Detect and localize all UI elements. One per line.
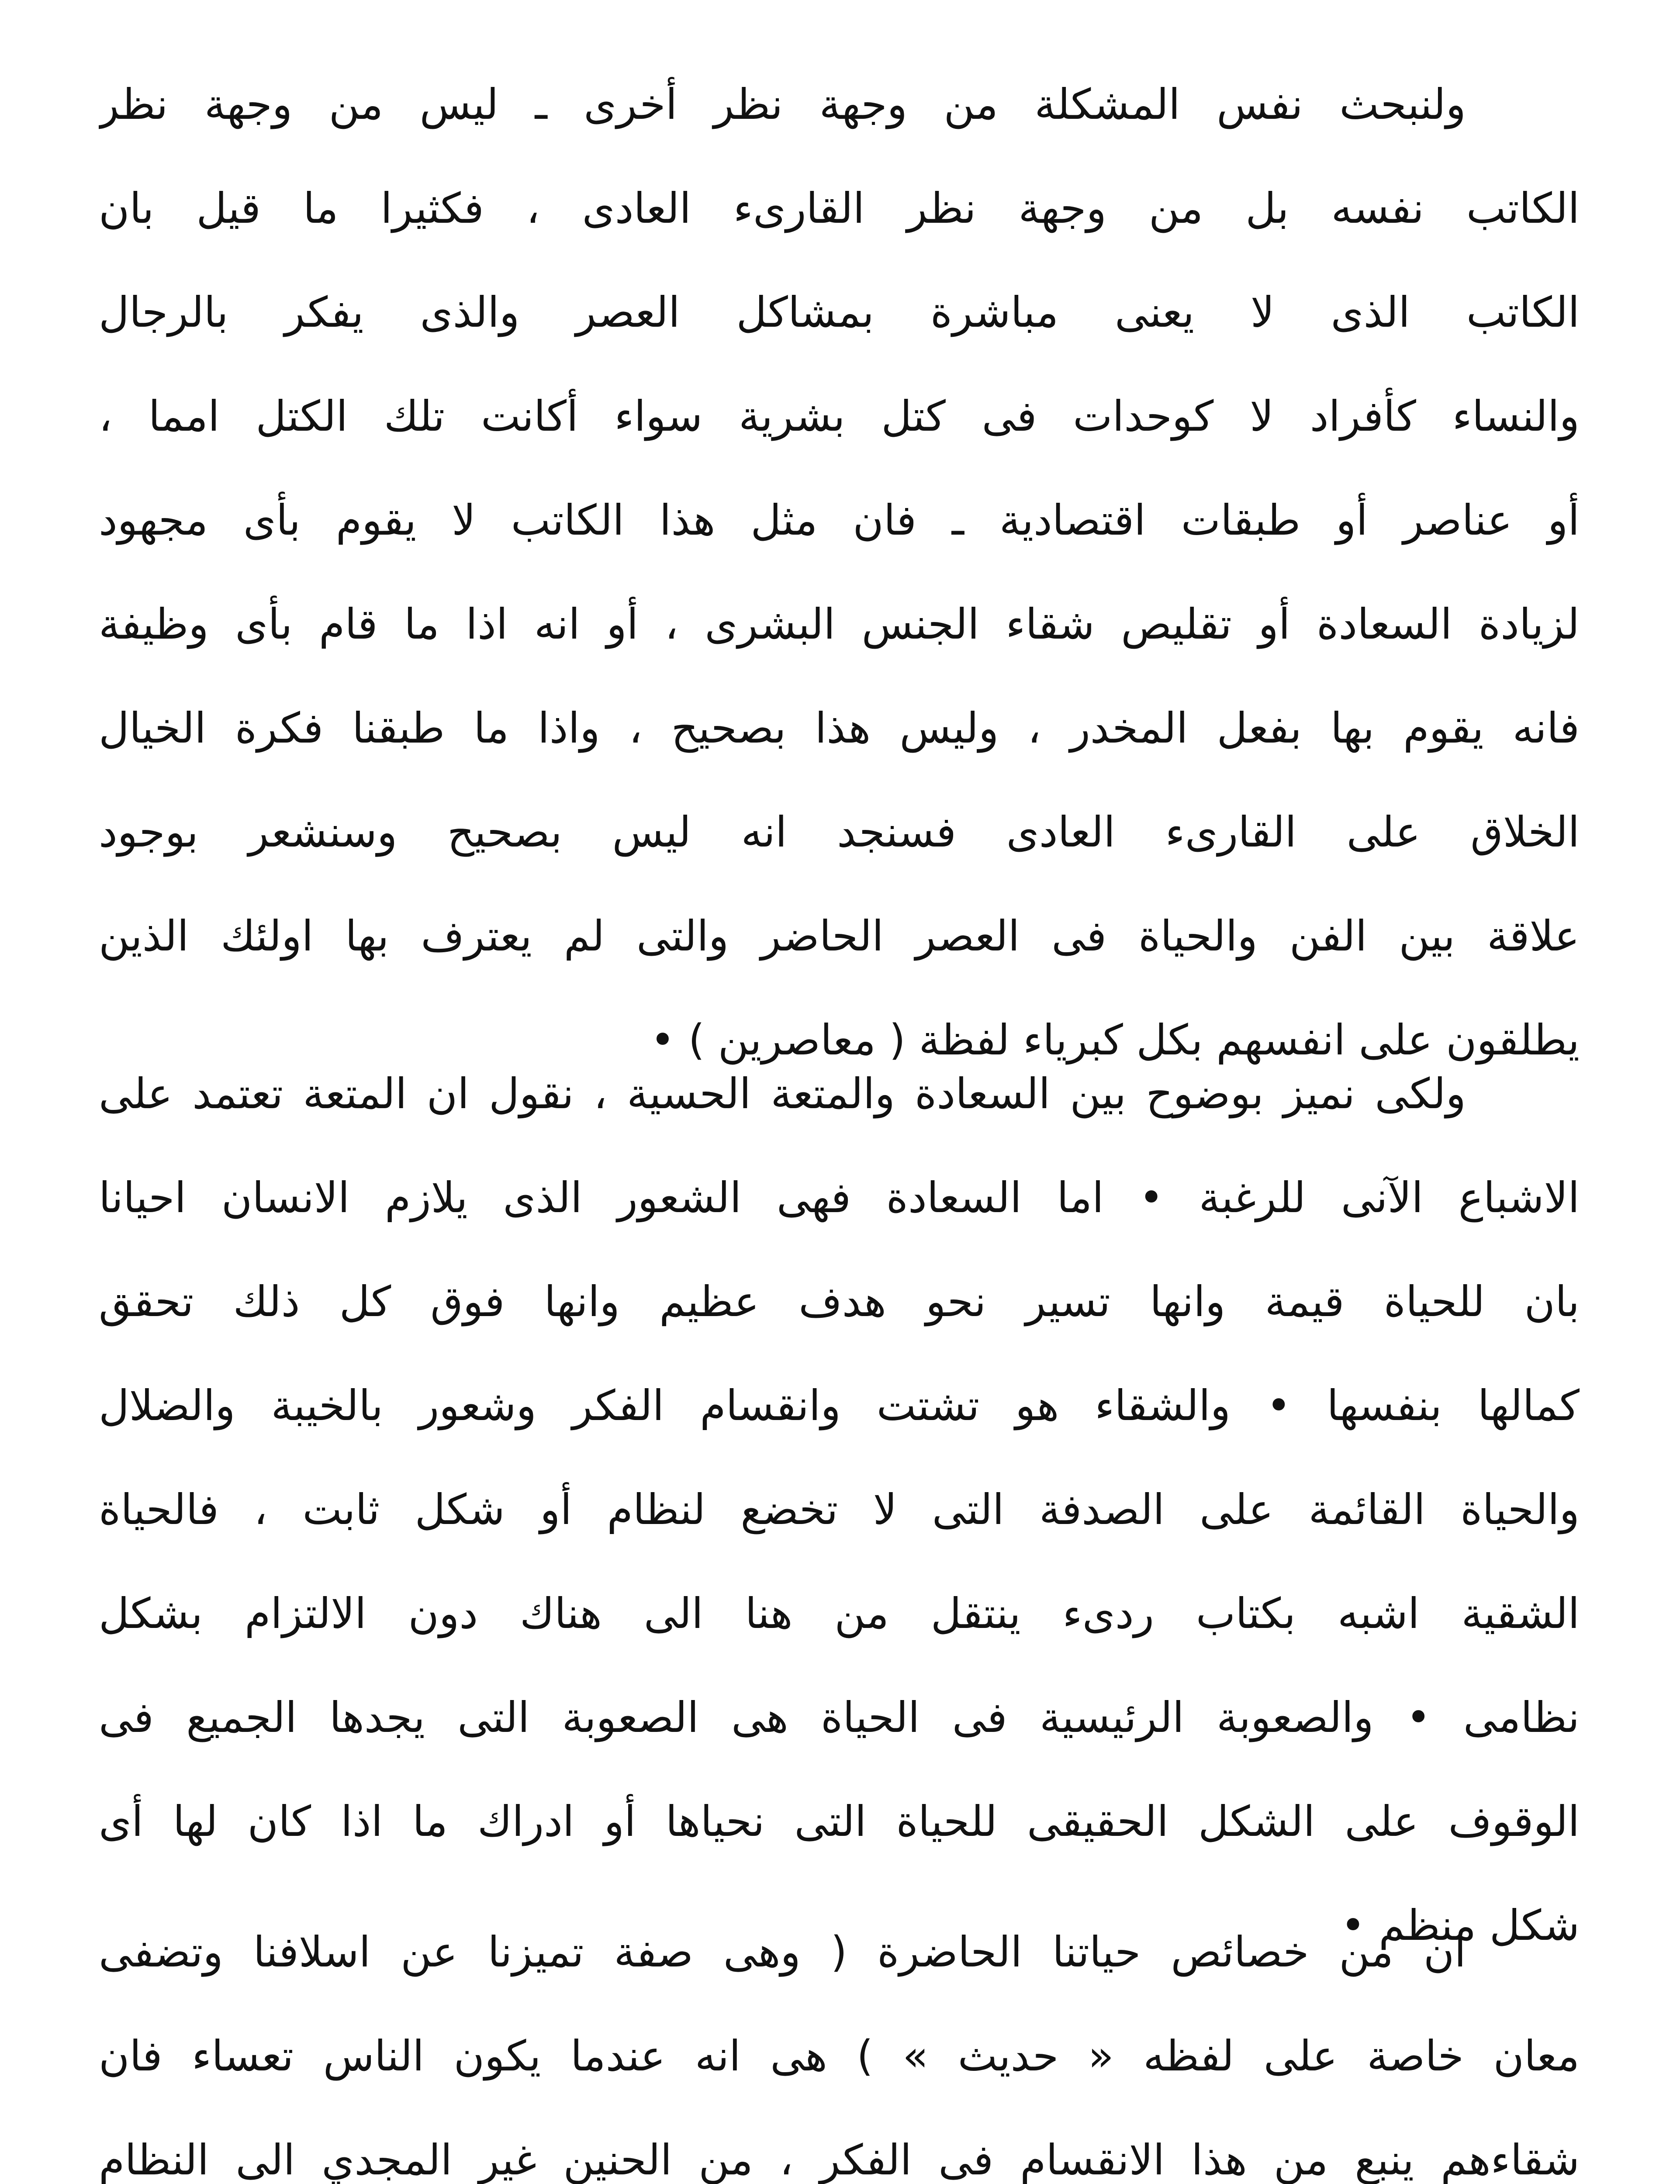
text-line: والنساء كأفراد لا كوحدات فى كتل بشرية سواء أكانت تلك الكتل امما ، bbox=[99, 392, 1580, 441]
text-line: كمالها بنفسها • والشقاء هو تشتت وانقسام الفكر وشعور بالخيبة والضلال bbox=[99, 1381, 1580, 1430]
text-line: فانه يقوم بها بفعل المخدر ، وليس هذا بصحيح ، واذا ما طبقنا فكرة الخيال bbox=[99, 704, 1580, 753]
text-line: لزيادة السعادة أو تقليص شقاء الجنس البشرى ، أو انه اذا ما قام بأى وظيفة bbox=[99, 600, 1580, 649]
text-line: علاقة بين الفن والحياة فى العصر الحاضر والتى لم يعترف بها اولئك الذين bbox=[99, 912, 1580, 961]
text-line: ولكى نميز بوضوح بين السعادة والمتعة الحسية ، نقول ان المتعة تعتمد على bbox=[99, 1069, 1466, 1118]
paragraph-3 bbox=[99, 1900, 1580, 2184]
paragraph-1 bbox=[99, 52, 1580, 1092]
text-line: نظامى • والصعوبة الرئيسية فى الحياة هى الصعوبة التى يجدها الجميع فى bbox=[99, 1693, 1580, 1742]
text-line: الشقية اشبه بكتاب ردىء ينتقل من هنا الى هناك دون الالتزام بشكل bbox=[99, 1589, 1580, 1638]
text-line: شقاءهم ينبع من هذا الانقسام فى الفكر ، من الحنين غير المجدي الى النظام bbox=[99, 2136, 1580, 2184]
text-line: بان للحياة قيمة وانها تسير نحو هدف عظيم وانها فوق كل ذلك تحقق bbox=[99, 1277, 1580, 1326]
text-line: ان من خصائص حياتنا الحاضرة ( وهى صفة تميزنا عن اسلافنا وتضفى bbox=[99, 1928, 1466, 1977]
text-line: الكاتب نفسه بل من وجهة نظر القارىء العادى ، فكثيرا ما قيل بان bbox=[99, 184, 1580, 233]
text-line: الكاتب الذى لا يعنى مباشرة بمشاكل العصر والذى يفكر بالرجال bbox=[99, 288, 1580, 337]
paragraph-2 bbox=[99, 1042, 1580, 1977]
text-line: الوقوف على الشكل الحقيقى للحياة التى نحياها أو ادراك ما اذا كان لها أى bbox=[99, 1797, 1580, 1846]
text-line: والحياة القائمة على الصدفة التى لا تخضع لنظام أو شكل ثابت ، فالحياة bbox=[99, 1485, 1580, 1534]
text-line: معان خاصة على لفظه « حديث » ) هى انه عندما يكون الناس تعساء فان bbox=[99, 2032, 1580, 2080]
text-line: الاشباع الآنى للرغبة • اما السعادة فهى الشعور الذى يلازم الانسان احيانا bbox=[99, 1173, 1580, 1222]
text-line: أو عناصر أو طبقات اقتصادية ـ فان مثل هذا الكاتب لا يقوم بأى مجهود bbox=[99, 496, 1580, 545]
text-line: الخلاق على القارىء العادى فسنجد انه ليس بصحيح وسنشعر بوجود bbox=[99, 808, 1580, 857]
text-line: شكل منظم • bbox=[1341, 1901, 1580, 1950]
text-line: ولنبحث نفس المشكلة من وجهة نظر أخرى ـ ليس من وجهة نظر bbox=[99, 80, 1466, 129]
text-line: يطلقون على انفسهم بكل كبرياء لفظة ( معاصرين ) • bbox=[650, 1016, 1580, 1064]
